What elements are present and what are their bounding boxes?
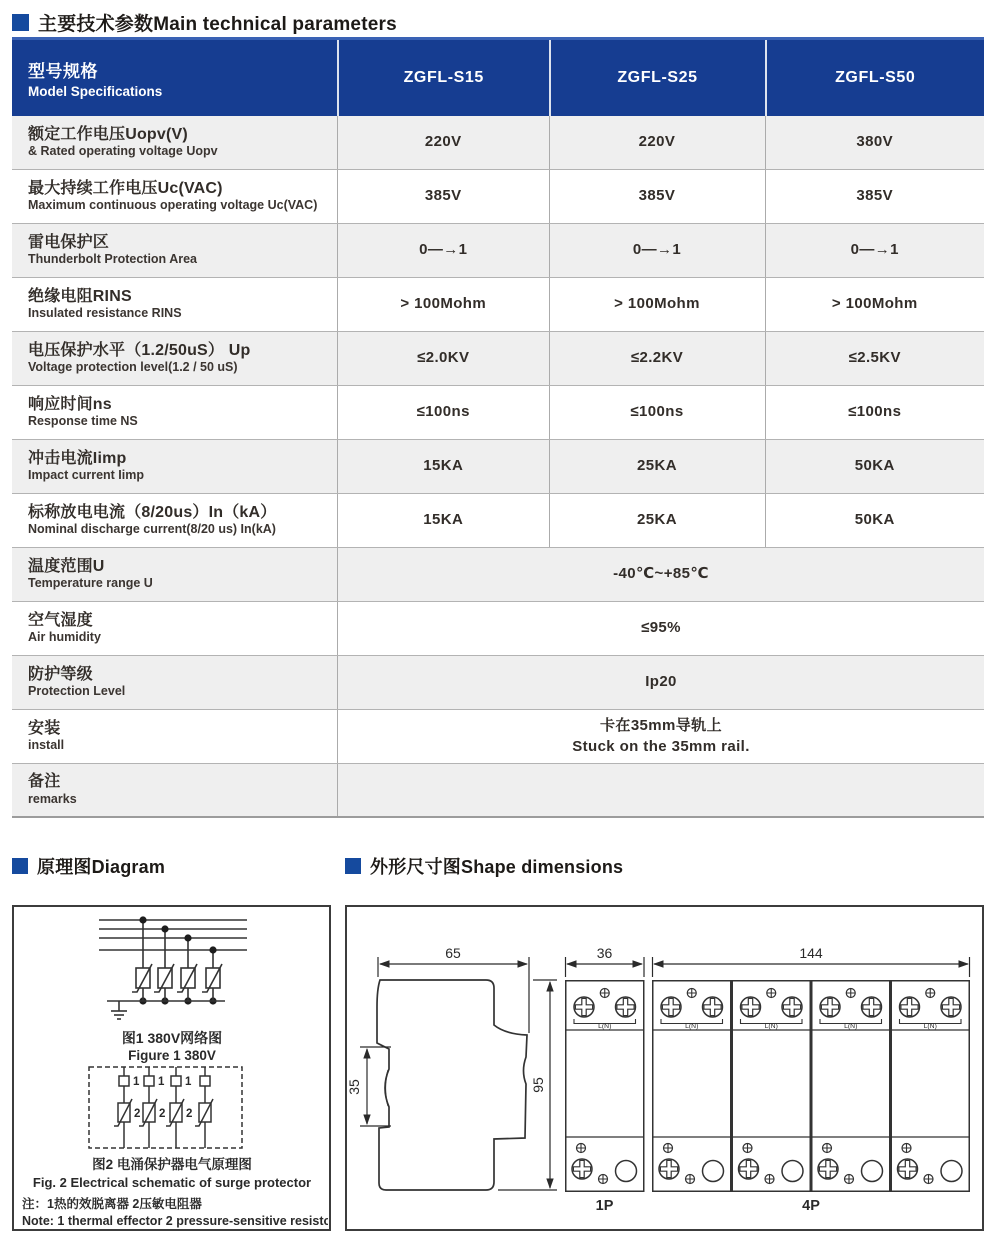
title-accent-square-icon [12,14,29,31]
table-row-protection-level: 防护等级 Protection Level Ip20 [12,656,984,710]
value-cell: 25KA [549,494,765,547]
svg-text:1: 1 [158,1076,165,1088]
note-zh: 注：1热的效脱离器 2压敏电阻器 [22,1197,202,1211]
svg-text:2: 2 [186,1108,193,1120]
figure2-caption-zh: 图2 电涌保护器电气原理图 [92,1157,252,1172]
value-cell: 15KA [337,440,549,493]
dim-144-label: 144 [799,945,823,961]
table-header-row [12,37,984,116]
header-model-spec [12,40,337,116]
value-cell: ≤2.5KV [765,332,985,385]
value-cell: > 100Mohm [765,278,985,331]
value-cell: 385V [337,170,549,223]
shape-dimensions-box [345,905,984,1231]
value-cell: ≤2.2KV [549,332,765,385]
side-profile-view [377,980,527,1190]
header-label-zh: 型号规格 [28,62,98,81]
power-lines [99,920,247,950]
svg-text:1: 1 [185,1076,192,1088]
page-title: 主要技术参数Main technical parameters [38,14,397,35]
ground-icon [111,1001,127,1019]
table-row-max-voltage: 最大持续工作电压Uc(VAC) Maximum continuous operating voltage Uc(VAC) 385V 385V 385V [12,170,984,224]
value-cell: 50KA [765,494,985,547]
value-cell: ≤100ns [549,386,765,439]
dim-35-label: 35 [347,1079,362,1095]
spec-table [12,37,984,818]
dim-65-label: 65 [445,945,461,961]
value-cell: ≤100ns [765,386,985,439]
dim-36-label: 36 [596,945,613,961]
section-accent-square-icon [12,858,28,874]
svg-text:1: 1 [133,1076,140,1088]
section-shape-title: 外形尺寸图Shape dimensions [370,857,624,877]
figure1-caption-en: Figure 1 380V [128,1048,216,1063]
note-en: Note: 1 thermal effector 2 pressure-sensitive resistor [22,1214,328,1228]
module-4p-1 [653,981,731,1192]
section-diagram-title: 原理图Diagram [37,857,166,877]
header-label-en: Model Specifications [28,84,163,99]
section-shape-header [345,853,623,879]
figure2-caption-en: Fig. 2 Electrical schematic of surge protector [32,1175,312,1190]
table-row-impact-current: 冲击电流Iimp Impact current Iimp 15KA 25KA 50KA [12,440,984,494]
svg-text:2: 2 [134,1108,141,1120]
header-model-1: ZGFL-S15 [337,40,549,116]
figure1-network-diagram [99,916,247,1019]
value-cell: 385V [549,170,765,223]
table-row-temperature-range: 温度范围U Temperature range U -40℃~+85℃ [12,548,984,602]
value-cell: 50KA [765,440,985,493]
label-4p: 4P [802,1198,820,1214]
header-model-2: ZGFL-S25 [549,40,765,116]
value-cell: ≤2.0KV [337,332,549,385]
figure2-component-labels [133,1076,192,1120]
value-cell-span: ≤95% [337,602,984,655]
value-cell: ≤100ns [337,386,549,439]
value-cell-span: -40℃~+85℃ [337,548,984,601]
value-cell: 15KA [337,494,549,547]
table-row-insulated-resistance: 绝缘电阻RINS Insulated resistance RINS > 100Mohm > 100Mohm > 100Mohm [12,278,984,332]
section-accent-square-icon [345,858,361,874]
value-cell-span: Ip20 [337,656,984,709]
value-cell: 220V [549,116,765,169]
dashed-enclosure [89,1067,242,1148]
table-row-remarks: 备注 remarks [12,764,984,818]
dim-95-label: 95 [530,1077,546,1093]
value-cell: 0—→1 [337,224,549,277]
value-cell: 0—→1 [549,224,765,277]
module-4p-3 [812,981,890,1192]
value-cell: 0—→1 [765,224,985,277]
table-row-nominal-discharge: 标称放电电流（8/20us）In（kA） Nominal discharge current(8/20 us) In(kA) 15KA 25KA 50KA [12,494,984,548]
table-row-voltage-protection-level: 电压保护水平（1.2/50uS） Up Voltage protection level(1.2 / 50 uS) ≤2.0KV ≤2.2KV ≤2.5KV [12,332,984,386]
dimension-drawing: L(N) 65 35 95 36 1P 144 4P [347,907,981,1228]
value-cell-span [337,764,984,816]
section-diagram-header [12,853,165,879]
value-cell: 385V [765,170,985,223]
table-row-protection-area: 雷电保护区 Thunderbolt Protection Area 0—→1 0—→1 0—→1 [12,224,984,278]
figure2-schematic [89,1067,242,1148]
header-model-3: ZGFL-S50 [765,40,985,116]
circuit-diagram [14,907,328,1228]
value-cell: > 100Mohm [549,278,765,331]
module-4p-4 [891,981,969,1192]
figure1-caption-zh: 图1 380V网络图 [121,1030,223,1046]
value-cell: 25KA [549,440,765,493]
table-row-rated-voltage: 额定工作电压Uopv(V) & Rated operating voltage Uopv 220V 220V 380V [12,116,984,170]
table-row-install: 安装 install 卡在35mm导轨上 Stuck on the 35mm rail. [12,710,984,764]
value-cell: > 100Mohm [337,278,549,331]
diagram-box [12,905,331,1231]
table-row-response-time: 响应时间ns Response time NS ≤100ns ≤100ns ≤100ns [12,386,984,440]
svg-text:2: 2 [159,1108,166,1120]
value-cell: 380V [765,116,985,169]
page-title-bar [12,9,397,36]
table-row-air-humidity: 空气湿度 Air humidity ≤95% [12,602,984,656]
module-1p [566,981,644,1192]
module-4p-2 [732,981,810,1192]
label-1p: 1P [595,1198,614,1214]
value-cell: 220V [337,116,549,169]
value-cell-span: 卡在35mm导轨上 Stuck on the 35mm rail. [337,710,984,763]
